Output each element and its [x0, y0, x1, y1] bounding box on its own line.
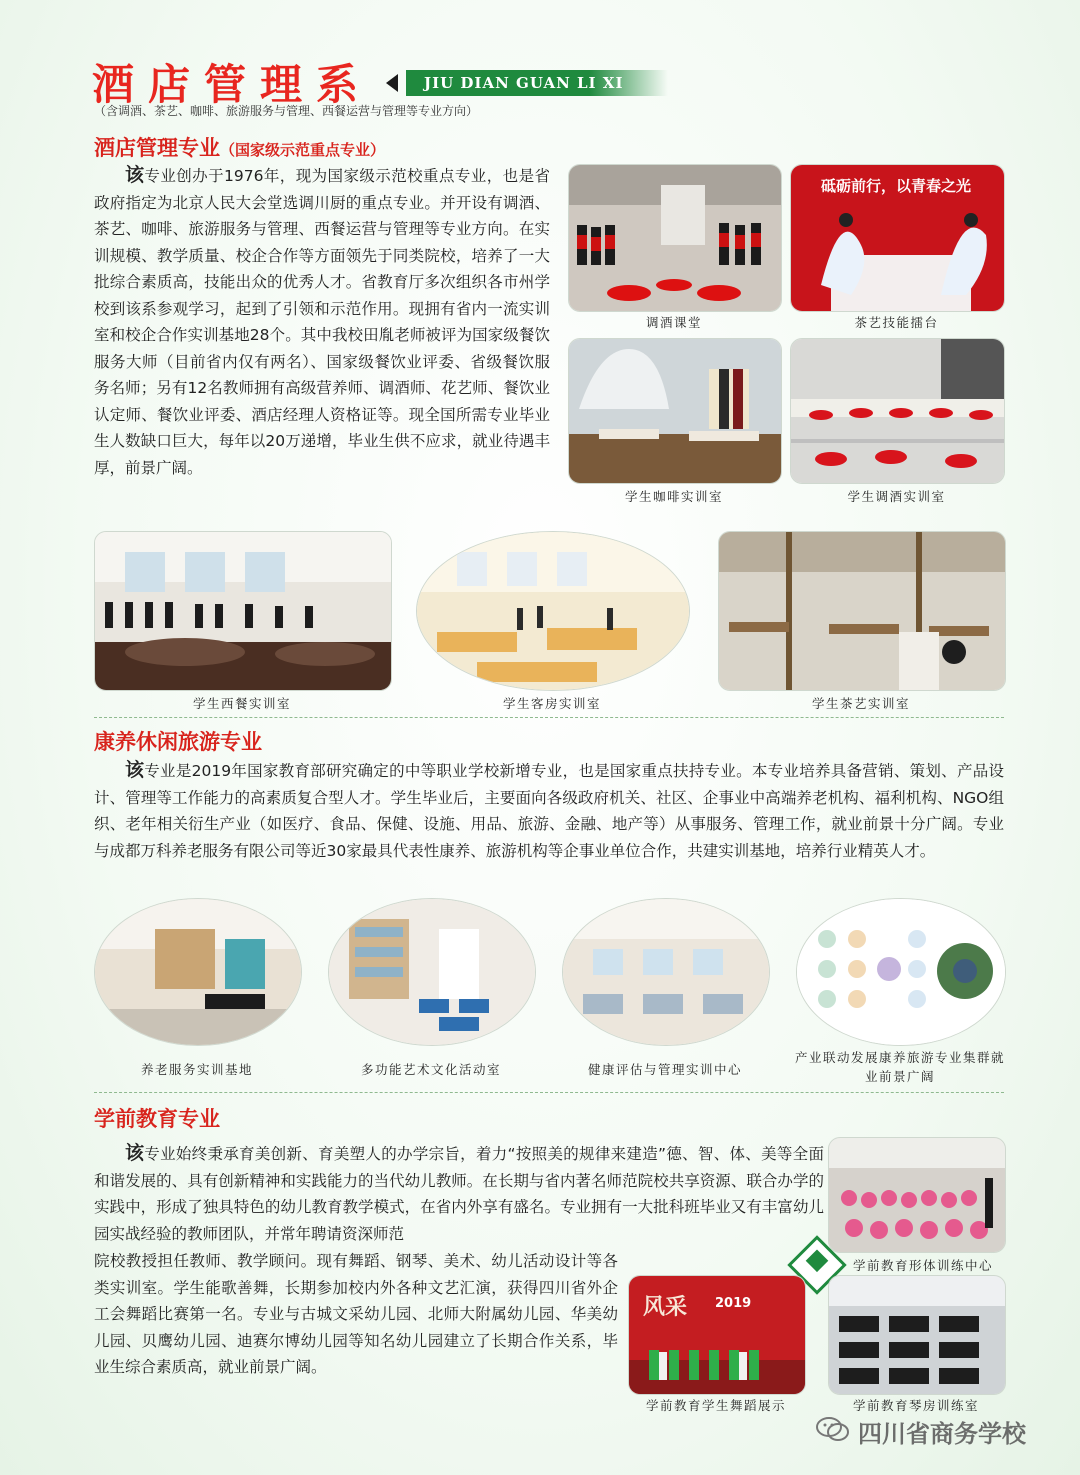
hotel-lead-char: 该: [125, 164, 145, 186]
bar-lab-photo: [790, 338, 1005, 484]
wechat-icon: [816, 1416, 850, 1442]
photo-caption: 学生茶艺实训室: [811, 696, 910, 711]
preschool-text-top: 专业始终秉承育美创新、育美塑人的办学宗旨，着力“按照美的规律来建造”德、智、体、美等全面和谐发展的、具有创新精神和实践能力的当代幼儿教师。在长期与省内著名师范院校共享资源、联合办学的实践中，形成了独具特色的幼儿教育教学模式，在省内外享有盛名。专业拥有一大批科班毕业又有丰富幼儿园实战经验的教师团队，并常年聘请资深师范: [94, 1145, 824, 1243]
preschool-paragraph-bottom: 院校教授担任教师、教学顾问。现有舞蹈、钢琴、美术、幼儿活动设计等各类实训室。学生能歌善舞，长期参加校内外各种文艺汇演，获得四川省外企工会舞蹈比赛第一名。专业与古城文采幼儿园、北师大附属幼儿园、华美幼儿园、贝鹰幼儿园、迪赛尔博幼儿园等知名幼儿园建立了长期合作关系，毕业生综合素质高，就业前景广阔。: [94, 1252, 618, 1376]
tea-lab-photo: [718, 531, 1006, 691]
photo-caption: 学前教育形体训练中心: [852, 1258, 993, 1273]
elderly-care-base-photo: [94, 898, 302, 1046]
photo-caption: 学生西餐实训室: [192, 696, 291, 711]
guest-room-lab-photo: [416, 531, 690, 691]
photo-caption: 学生调酒实训室: [847, 489, 946, 504]
photo-year-text: 2019: [715, 1296, 752, 1311]
tourism-paragraph: [94, 757, 1004, 864]
hotel-section-title: [94, 132, 385, 162]
body-training-center-photo: [828, 1137, 1006, 1253]
photo-caption: 养老服务实训基地: [140, 1062, 253, 1077]
photo-caption: 学前教育学生舞蹈展示: [645, 1398, 786, 1413]
preschool-section-title: 学前教育专业: [94, 1107, 220, 1131]
section-divider: [94, 717, 1004, 718]
watermark-text: 四川省商务学校: [858, 1420, 1026, 1448]
photo-banner-text: 砥砺前行，以青春之光: [821, 177, 972, 195]
bartending-class-photo: [568, 164, 782, 312]
hotel-text: 专业创办于1976年，现为国家级示范校重点专业，也是省政府指定为北京人民大会堂选调川厨的重点专业。并开设有调酒、茶艺、咖啡、旅游服务与管理、西餐运营与管理等专业方向。在实训规模、教学质量、校企合作等方面领先于同类院校，培养了一大批综合素质高，技能出众的优秀人才。省教育厅多次组织各市州学校到该系参观学习，起到了引领和示范作用。现拥有省内一流实训室和校企合作实训基地28个。其中我校田胤老师被评为国家级餐饮服务大师（目前省内仅有两名）、国家级餐饮业评委、省级餐饮服务名师；另有12名教师拥有高级营养师、调酒师、花艺师、餐饮业认定师、餐饮业评委、酒店经理人资格证等。现全国所需专业毕业生人数缺口巨大，每年以20万递增，毕业生供不应求，就业待遇丰厚，前景广阔。: [94, 167, 550, 477]
art-culture-room-photo: [328, 898, 536, 1046]
pinyin-banner: JIU DIAN GUAN LI XI: [406, 70, 668, 96]
photo-caption: 多功能艺术文化活动室: [360, 1062, 501, 1077]
photo-caption: 学生咖啡实训室: [624, 489, 723, 504]
hotel-title-tag: （国家级示范重点专业）: [220, 141, 386, 159]
tourism-lead-char: 该: [125, 759, 145, 781]
photo-caption: 学前教育琴房训练室: [852, 1398, 979, 1413]
piano-room-photo: [828, 1275, 1006, 1395]
coffee-lab-photo: [568, 338, 782, 484]
photo-caption: 产业联动发展康养旅游专业集群就业前景广阔: [794, 1050, 1005, 1084]
arrow-left-icon: [386, 74, 398, 92]
hotel-paragraph: [94, 162, 550, 481]
western-dining-lab-photo: [94, 531, 392, 691]
industry-cluster-diagram: [796, 898, 1006, 1046]
preschool-paragraph-top: [94, 1140, 824, 1247]
department-subtitle: （含调酒、茶艺、咖啡、旅游服务与管理、西餐运营与管理等专业方向）: [94, 104, 479, 118]
dance-show-photo: [628, 1275, 806, 1395]
photo-caption: 健康评估与管理实训中心: [587, 1062, 742, 1077]
preschool-lead-char: 该: [125, 1142, 145, 1164]
hotel-title-text: 酒店管理专业: [94, 136, 220, 160]
tourism-text: 专业是2019年国家教育部研究确定的中等职业学校新增专业，也是国家重点扶持专业。本专业培养具备营销、策划、产品设计、管理等工作能力的高素质复合型人才。学生毕业后，主要面向各级政府机关、社区、企事业中高端养老机构、福利机构、NGO组织、老年相关衍生产业（如医疗、食品、保健、设施、用品、旅游、金融、地产等）从事服务、管理工作，就业前景十分广阔。专业与成都万科养老服务有限公司等近30家最具代表性康养、旅游机构等企事业单位合作，共建实训基地，培养行业精英人才。: [94, 762, 1004, 860]
photo-caption: 茶艺技能擂台: [854, 315, 939, 330]
section-divider: [94, 1092, 1004, 1093]
department-title: 酒店管理系: [92, 60, 373, 109]
tourism-section-title: 康养休闲旅游专业: [94, 730, 262, 754]
photo-caption: 调酒课堂: [645, 315, 702, 330]
photo-banner-text: 风采: [643, 1294, 688, 1320]
tea-art-contest-photo: [790, 164, 1005, 312]
health-assessment-center-photo: [562, 898, 770, 1046]
photo-caption: 学生客房实训室: [502, 696, 601, 711]
